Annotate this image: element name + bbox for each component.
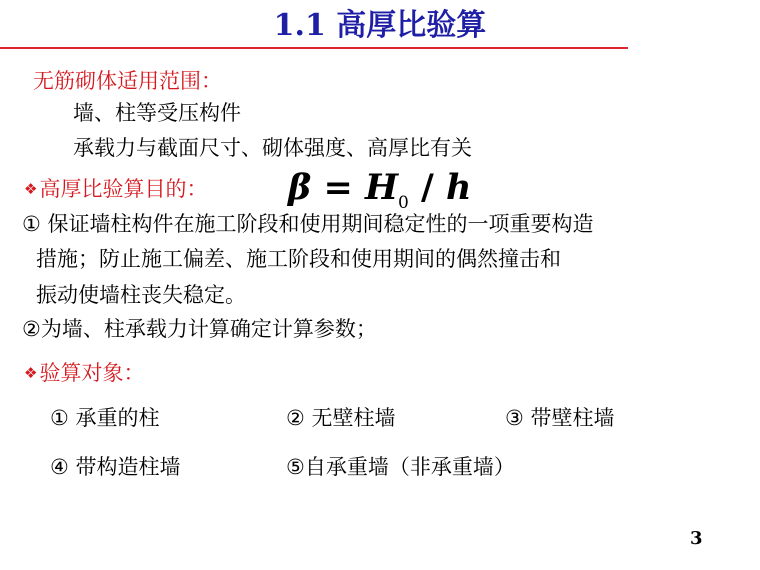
diamond-bullet-icon: ❖ [24,364,38,382]
scope-heading: 无筋砌体适用范围： [33,69,222,93]
formula-H: H [364,167,399,208]
purpose-line: 振动使墙柱丧失稳定。 [36,283,246,307]
formula-beta: β [288,167,312,208]
title-underline [0,47,628,49]
object-item: ② 无壁柱墙 [286,406,396,430]
purpose-heading-row [24,175,207,203]
objects-heading-row [24,359,144,387]
page-number: 3 [690,528,703,549]
scope-item: 墙、柱等受压构件 [73,101,241,125]
object-item: ① 承重的柱 [50,406,160,430]
formula-subscript: 0 [398,193,409,213]
purpose-heading: 高厚比验算目的： [39,177,208,201]
formula-equals: = [323,167,353,208]
formula-h: h [446,167,472,208]
object-item: ③ 带壁柱墙 [505,406,615,430]
purpose-line: ① 保证墙柱构件在施工阶段和使用期间稳定性的一项重要构造 [22,212,594,236]
object-item: ④ 带构造柱墙 [50,455,181,479]
formula-slash: / [421,167,434,208]
object-item: ⑤自承重墙（非承重墙） [286,455,515,479]
purpose-line: 措施；防止施工偏差、施工阶段和使用期间的偶然撞击和 [36,247,561,271]
page-title: 1.1 高厚比验算 [273,8,487,43]
scope-item: 承载力与截面尺寸、砌体强度、高厚比有关 [73,136,472,160]
diamond-bullet-icon: ❖ [24,180,38,198]
purpose-line: ②为墙、柱承载力计算确定计算参数； [22,317,377,341]
objects-heading: 验算对象： [39,361,145,385]
